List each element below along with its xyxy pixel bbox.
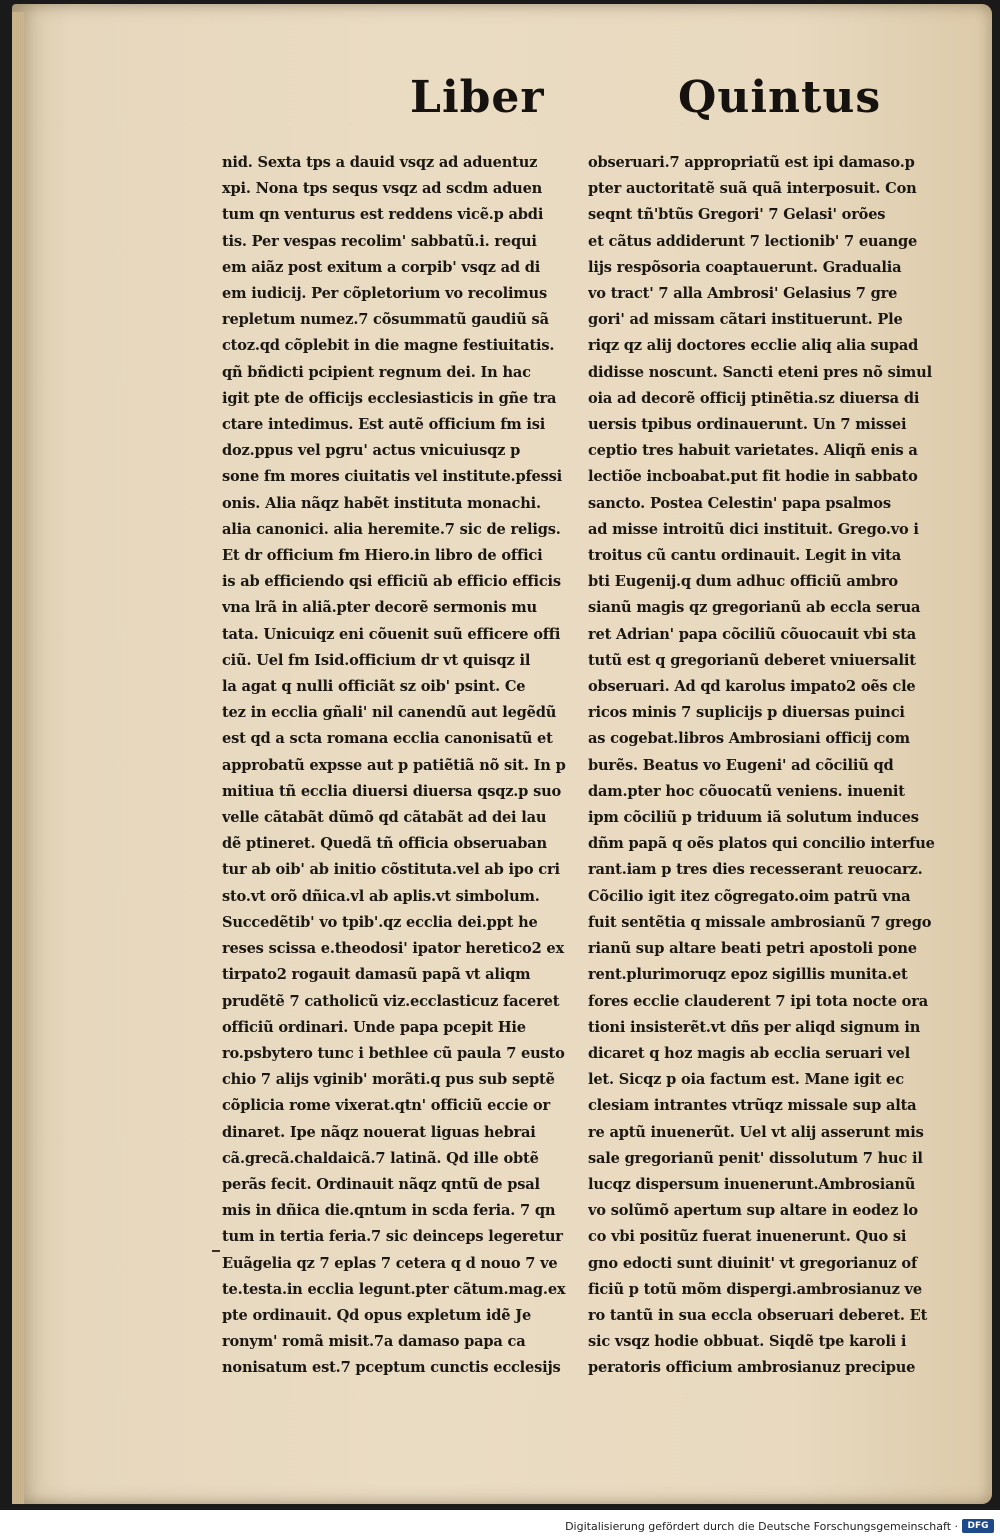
text-line: rent.plurimoruqz epoz sigillis munita.et xyxy=(588,966,908,984)
text-line: sone fm mores ciuitatis vel institute.pfessi xyxy=(222,468,562,486)
text-line: tioni insisterẽt.vt dñs per aliqd signum in xyxy=(588,1018,921,1036)
text-line: la agat q nulli officiãt sz oib' psint. Ce xyxy=(222,678,526,696)
text-line: ronym' romã misit.7a damaso papa ca xyxy=(222,1333,526,1351)
text-line: te.testa.in ecclia legunt.pter cãtum.mag.ex xyxy=(222,1280,566,1298)
text-line: Cõcilio igit itez cõgregato.oim patrũ vna xyxy=(588,887,911,905)
running-head xyxy=(400,72,882,142)
running-head-left: Liber xyxy=(410,72,545,123)
text-line: as cogebat.libros Ambrosiani officij com xyxy=(588,730,910,748)
text-line: gori' ad missam cãtari instituerunt. Ple xyxy=(588,311,903,329)
text-line: lijs respõsoria coaptauerunt. Gradualia xyxy=(588,258,902,276)
text-line: rant.iam p tres dies recesserant reuocarz. xyxy=(588,861,923,879)
running-head-right: Quintus xyxy=(678,72,882,123)
text-line: obseruari.7 appropriatũ est ipi damaso.p xyxy=(588,154,915,171)
text-line: dñm papã q oẽs platos qui concilio interfue xyxy=(588,835,935,853)
text-line: ro tantũ in sua eccla obseruari deberet. Et xyxy=(588,1306,928,1324)
text-line: sianũ magis qz gregorianũ ab eccla serua xyxy=(588,599,921,617)
text-line: Succedẽtib' vo tpib'.qz ecclia dei.ppt he xyxy=(222,913,538,931)
text-line: is ab efficiendo qsi efficiũ ab efficio efficis xyxy=(222,573,561,591)
text-line: ro.psbytero tunc i bethlee cũ paula 7 eusto xyxy=(222,1044,565,1062)
text-line: re aptũ inuenerũt. Uel vt alij asserunt mis xyxy=(588,1123,924,1141)
text-line: em aiãz post exitum a corpib' vsqz ad di xyxy=(222,258,541,276)
text-line: nonisatum est.7 pceptum cunctis ecclesijs xyxy=(222,1359,561,1377)
text-line: sic vsqz hodie obbuat. Siqdẽ tpe karoli i xyxy=(588,1333,907,1351)
dfg-logo: DFG xyxy=(962,1519,994,1533)
text-line: alia canonici. alia heremite.7 sic de religs. xyxy=(222,520,561,538)
text-line: pter auctoritatẽ suã quã interposuit. Con xyxy=(588,180,917,198)
page-edges xyxy=(12,12,24,1504)
text-line: didisse noscunt. Sancti eteni pres nõ simul xyxy=(588,363,932,381)
text-line: dicaret q hoz magis ab ecclia seruari vel xyxy=(588,1044,910,1062)
text-line: peratoris officium ambrosianuz precipue xyxy=(588,1359,916,1377)
text-line: uersis tpibus ordinauerunt. Un 7 missei xyxy=(588,416,907,434)
text-line: cõplicia rome vixerat.qtn' officiũ eccie or xyxy=(222,1097,550,1115)
text-line: repletum numez.7 cõsummatũ gaudiũ sã xyxy=(222,311,549,329)
text-line: fores ecclie clauderent 7 ipi tota nocte ora xyxy=(588,992,928,1010)
text-line: officiũ ordinari. Unde papa pcepit Hie xyxy=(222,1018,526,1036)
text-line: sancto. Postea Celestin' papa psalmos xyxy=(588,494,891,512)
text-line: riqz qz alij doctores ecclie aliq alia supad xyxy=(588,337,919,355)
right-text-column xyxy=(588,150,938,1382)
text-line: et cãtus addiderunt 7 lectionib' 7 euange xyxy=(588,232,918,250)
text-line: fuit sentẽtia q missale ambrosianũ 7 grego xyxy=(588,913,932,931)
funding-note: Digitalisierung gefördert durch die Deutsche Forschungsgemeinschaft · xyxy=(565,1520,958,1533)
text-line: tutũ est q gregorianũ deberet vniuersalit xyxy=(588,651,916,669)
text-line: burẽs. Beatus vo Eugeni' ad cõciliũ qd xyxy=(588,756,894,774)
text-line: cã.grecã.chaldaicã.7 latinã. Qd ille obtẽ xyxy=(222,1149,539,1167)
text-line: doz.ppus vel pgru' actus vnicuiusqz p xyxy=(222,442,521,460)
text-line: co vbi positũz fuerat inuenerunt. Quo si xyxy=(588,1228,907,1246)
text-line: gno edocti sunt diuinit' vt gregorianuz of xyxy=(588,1254,918,1272)
text-line: oia ad decorẽ officij ptinẽtia.sz diuersa di xyxy=(588,389,920,407)
text-line: ceptio tres habuit varietates. Aliqñ enis a xyxy=(588,442,918,460)
text-line: ficiũ p totũ mõm dispergi.ambrosianuz ve xyxy=(588,1280,922,1298)
text-line: seqnt tñ'btũs Gregori' 7 Gelasi' orões xyxy=(588,206,886,224)
text-line: tis. Per vespas recolim' sabbatũ.i. requi xyxy=(222,232,537,250)
text-line: ret Adrian' papa cõciliũ cõuocauit vbi sta xyxy=(588,625,917,643)
text-line: nid. Sexta tps a dauid vsqz ad aduentuz xyxy=(222,154,538,171)
text-line: prudẽtẽ 7 catholicũ viz.ecclasticuz faceret xyxy=(222,992,560,1010)
text-line: ctoz.qd cõplebit in die magne festiuitatis. xyxy=(222,337,555,355)
text-line: em iudicij. Per cõpletorium vo recolimus xyxy=(222,285,547,303)
text-line: est qd a scta romana ecclia canonisatũ et xyxy=(222,730,553,748)
text-line: ricos minis 7 suplicijs p diuersas puinci xyxy=(588,704,905,722)
text-line: tum in tertia feria.7 sic deinceps legeretur xyxy=(222,1228,563,1246)
text-line: obseruari. Ad qd karolus impato2 oẽs cle xyxy=(588,678,916,696)
text-line: Euãgelia qz 7 eplas 7 cetera q d nouo 7 ve xyxy=(222,1254,558,1272)
text-line: ciũ. Uel fm Isid.officium dr vt quisqz il xyxy=(222,651,531,669)
footer-bar xyxy=(0,1512,1000,1540)
text-line: mitiua tñ ecclia diuersi diuersa qsqz.p suo xyxy=(222,782,562,800)
text-line: lectiõe incboabat.put fit hodie in sabbato xyxy=(588,468,918,486)
text-line: xpi. Nona tps sequs vsqz ad scdm aduen xyxy=(222,180,543,198)
text-line: let. Sicqz p oia factum est. Mane igit ec xyxy=(588,1071,904,1089)
text-line: tum qn venturus est reddens vicẽ.p abdi xyxy=(222,206,544,224)
text-line: qñ bñdicti pcipient regnum dei. In hac xyxy=(222,363,531,381)
text-line: tirpato2 rogauit damasũ papã vt aliqm xyxy=(222,966,531,984)
margin-mark xyxy=(212,1250,220,1252)
text-line: clesiam intrantes vtrũqz missale sup alta xyxy=(588,1097,917,1115)
text-line: sto.vt orõ dñica.vl ab aplis.vt simbolum. xyxy=(222,887,540,905)
text-line: tez in ecclia gñali' nil canendũ aut legẽdũ xyxy=(222,704,557,722)
text-line: vo solũmõ apertum sup altare in eodez lo xyxy=(588,1202,918,1220)
text-line: reses scissa e.theodosi' ipator heretico2 ex xyxy=(222,940,565,958)
text-line: pte ordinauit. Qd opus expletum idẽ Je xyxy=(222,1306,532,1324)
text-line: vo tract' 7 alla Ambrosi' Gelasius 7 gre xyxy=(588,285,898,303)
text-line: velle cãtabãt dũmõ qd cãtabãt ad dei lau xyxy=(222,809,547,827)
text-line: lucqz dispersum inuenerunt.Ambrosianũ xyxy=(588,1175,916,1193)
text-line: ipm cõciliũ p triduum iã solutum induces xyxy=(588,809,919,827)
text-line: approbatũ expsse aut p patiẽtiã nõ sit. In p xyxy=(222,756,566,774)
text-line: mis in dñica die.qntum in scda feria. 7 qn xyxy=(222,1202,556,1220)
text-line: igit pte de officijs ecclesiasticis in gñe tra xyxy=(222,389,557,407)
text-line: Et dr officium fm Hiero.in libro de offici xyxy=(222,547,543,565)
text-line: dinaret. Ipe nãqz nouerat liguas hebrai xyxy=(222,1123,536,1141)
left-text-column xyxy=(222,150,572,1382)
text-line: chio 7 alijs vginib' morãti.q pus sub septẽ xyxy=(222,1071,555,1089)
text-line: bti Eugenij.q dum adhuc officiũ ambro xyxy=(588,573,898,591)
text-line: sale gregorianũ penit' dissolutum 7 huc il xyxy=(588,1149,923,1167)
text-line: vna lrã in aliã.pter decorẽ sermonis mu xyxy=(222,599,537,617)
text-line: tata. Unicuiqz eni cõuenit suũ efficere offi xyxy=(222,625,561,643)
text-line: rianũ sup altare beati petri apostoli pone xyxy=(588,940,917,958)
text-line: onis. Alia nãqz habẽt instituta monachi. xyxy=(222,494,541,512)
text-line: tur ab oib' ab initio cõstituta.vel ab ipo cri xyxy=(222,861,560,879)
text-line: dam.pter hoc cõuocatũ veniens. inuenit xyxy=(588,782,905,800)
text-line: ctare intedimus. Est autẽ officium fm isi xyxy=(222,416,546,434)
text-line: dẽ ptineret. Quedã tñ officia obseruaban xyxy=(222,835,547,853)
text-line: troitus cũ cantu ordinauit. Legit in vita xyxy=(588,547,901,565)
text-line: ad misse introitũ dici instituit. Grego.vo i xyxy=(588,520,919,538)
text-line: perãs fecit. Ordinauit nãqz qntũ de psal xyxy=(222,1175,540,1193)
